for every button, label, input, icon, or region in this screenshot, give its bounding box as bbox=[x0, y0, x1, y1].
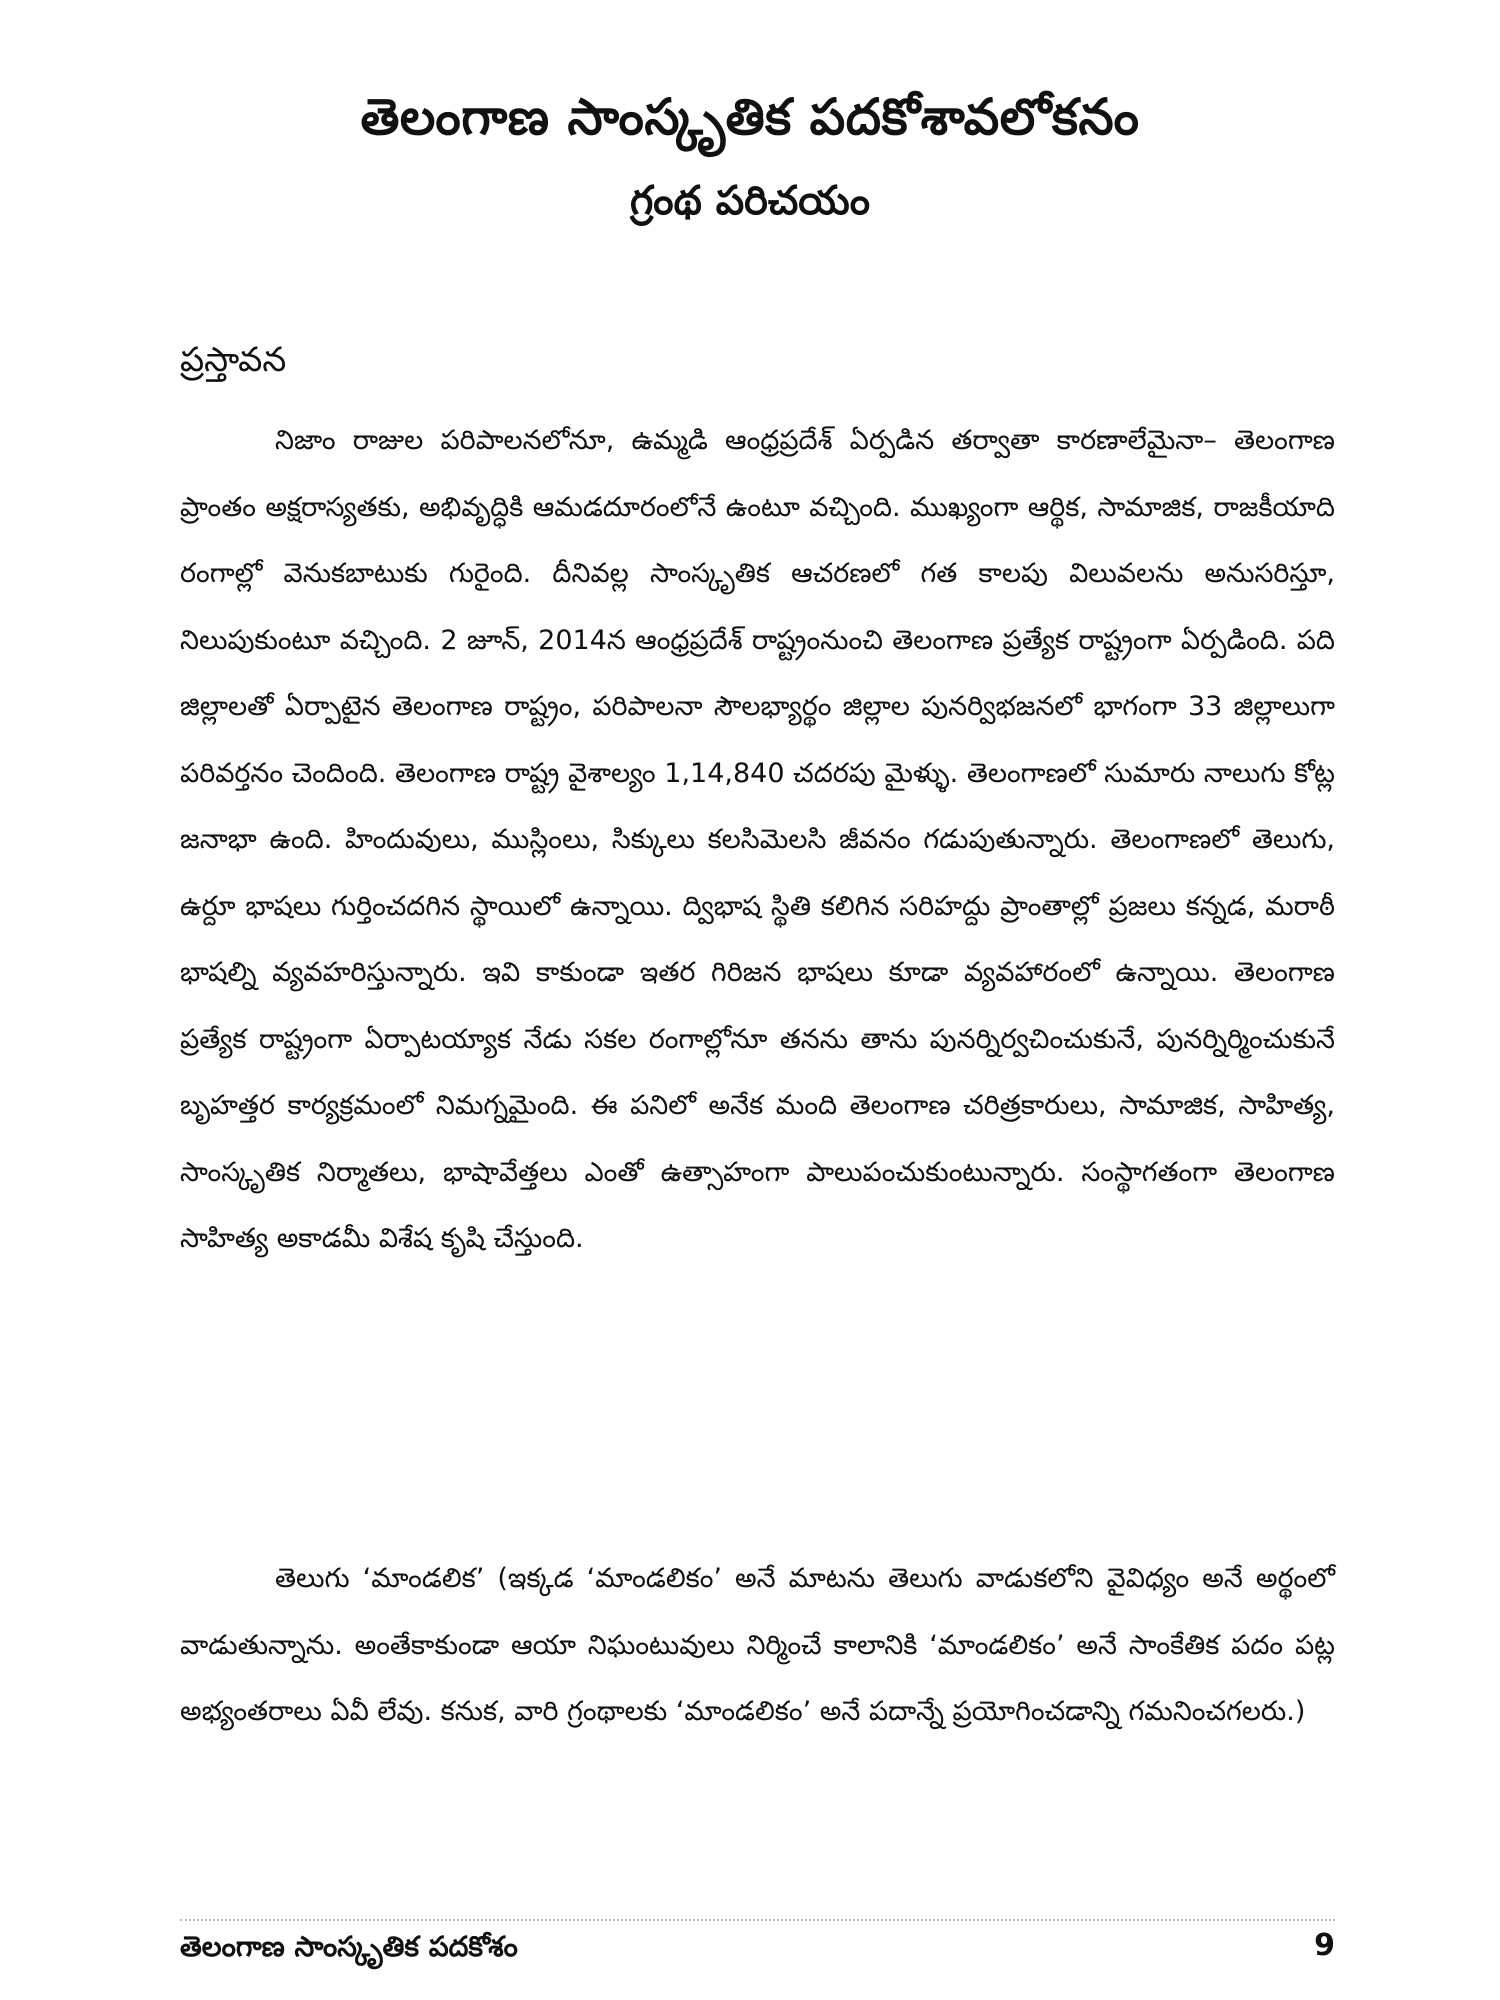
body-paragraph-1: నిజాం రాజుల పరిపాలనలోనూ, ఉమ్మడి ఆంధ్రప్రదేశ్ ఏర్పడిన తర్వాతా కారణాలేమైనా– తెలంగాణ ప్రాంతం అక్షరాస్యతకు, అభివృద్ధికి ఆమడదూరంలోనే ఉంటూ వచ్చింది. ముఖ్యంగా ఆర్థిక, సామాజిక, రాజకీయాది రంగాల్లో వెనుకబాటుకు గురైంది. దీనివల్ల సాంస్కృతిక ఆచరణలో గత కాలపు విలువలను అనుసరిస్తూ, నిలుపుకుంటూ వచ్చింది. 2 జూన్, 2014న ఆంధ్రప్రదేశ్ రాష్ట్రంనుంచి తెలంగాణ ప్రత్యేక రాష్ట్రంగా ఏర్పడింది. పది జిల్లాలతో ఏర్పాటైన తెలంగాణ రాష్ట్రం, పరిపాలనా సౌలభ్యార్థం జిల్లాల పునర్విభజనలో భాగంగా 33 జిల్లాలుగా పరివర్తనం చెందింది. తెలంగాణ రాష్ట్ర వైశాల్యం 1,14,840 చదరపు మైళ్ళు. తెలంగాణలో సుమారు నాలుగు కోట్ల జనాభా ఉంది. హిందువులు, ముస్లింలు, సిక్కులు కలసిమెలసి జీవనం గడుపుతున్నారు. తెలంగాణలో తెలుగు, ఉర్దూ భాషలు గుర్తించదగిన స్థాయిలో ఉన్నాయి. ద్విభాష స్థితి కలిగిన సరిహద్దు ప్రాంతాల్లో ప్రజలు కన్నడ, మరాఠీ భాషల్ని వ్యవహరిస్తున్నారు. ఇవి కాకుండా ఇతర గిరిజన భాషలు కూడా వ్యవహారంలో ఉన్నాయి. తెలంగాణ ప్రత్యేక రాష్ట్రంగా ఏర్పాటయ్యాక నేడు సకల రంగాల్లోనూ తనను తాను పునర్నిర్వచించుకునే, పునర్నిర్మించుకునే బృహత్తర కార్యక్రమంలో నిమగ్నమైంది. ఈ పనిలో అనేక మంది తెలంగాణ చరిత్రకారులు, సామాజిక, సాహిత్య, సాంస్కృతిక నిర్మాతలు, భాషావేత్తలు ఎంతో ఉత్సాహంగా పాలుపంచుకుంటున్నారు. సంస్థాగతంగా తెలంగాణ సాహిత్య అకాడమీ విశేష కృషి చేస్తుంది. bbox=[180, 425, 1335, 1254]
page-number: 9 bbox=[1314, 1928, 1335, 1963]
page-subtitle: గ్రంథ పరిచయం bbox=[629, 178, 871, 224]
footer-running-title: తెలంగాణ సాంస్కృతిక పదకోశం bbox=[180, 1930, 518, 1963]
footer-divider bbox=[180, 1919, 1335, 1921]
section-heading: ప్రస్తావన bbox=[180, 340, 287, 380]
body-paragraph-2: తెలుగు ‘మాండలిక’ (ఇక్కడ ‘మాండలికం’ అనే మాటను తెలుగు వాడుకలోని వైవిధ్యం అనే అర్థంలో వాడుతున్నాను. అంతేకాకుండా ఆయా నిఘంటువులు నిర్మించే కాలానికి ‘మాండలికం’ అనే సాంకేతిక పదం పట్ల అభ్యంతరాలు ఏవీ లేవు. కనుక, వారి గ్రంథాలకు ‘మాండలికం’ అనే పదాన్నే ప్రయోగించడాన్ని గమనించగలరు.) bbox=[180, 1563, 1335, 1727]
page-title: తెలంగాణ సాంస్కృతిక పదకోశావలోకనం bbox=[360, 88, 1140, 146]
